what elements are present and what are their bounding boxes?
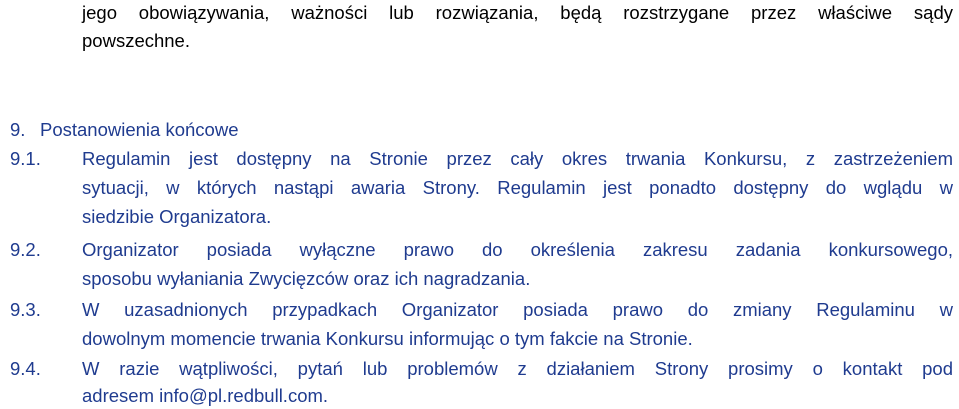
item-9-1-line-1: Regulamin jest dostępny na Stronie przez cały okres trwania Konkursu, z zastrzeżeniem xyxy=(82,148,953,169)
section-number: 9. xyxy=(10,119,26,140)
intro-line-2: powszechne. xyxy=(82,30,190,51)
item-9-2-line-2: sposobu wyłaniania Zwycięzców oraz ich nagradzania. xyxy=(82,268,531,289)
item-9-1-line-2: sytuacji, w których nastąpi awaria Strony. Regulamin jest ponadto dostępny do wglądu w xyxy=(82,177,953,198)
item-9-3-line-2: dowolnym momencie trwania Konkursu informując o tym fakcie na Stronie. xyxy=(82,328,693,349)
item-9-4-line-1: W razie wątpliwości, pytań lub problemów z działaniem Strony prosimy o kontakt pod xyxy=(82,358,953,379)
item-number-9-4: 9.4. xyxy=(10,358,41,379)
item-number-9-1: 9.1. xyxy=(10,148,41,169)
section-title: Postanowienia końcowe xyxy=(40,119,239,140)
item-9-4-line-2: adresem info@pl.redbull.com. xyxy=(82,385,329,406)
item-number-9-2: 9.2. xyxy=(10,239,41,260)
intro-line-1: jego obowiązywania, ważności lub rozwiązania, będą rozstrzygane przez właściwe sądy xyxy=(82,2,953,23)
item-9-3-line-1: W uzasadnionych przypadkach Organizator posiada prawo do zmiany Regulaminu w xyxy=(82,299,953,320)
item-9-2-line-1: Organizator posiada wyłączne prawo do określenia zakresu zadania konkursowego, xyxy=(82,239,953,260)
item-9-1-line-3: siedzibie Organizatora. xyxy=(82,206,272,227)
item-number-9-3: 9.3. xyxy=(10,299,41,320)
